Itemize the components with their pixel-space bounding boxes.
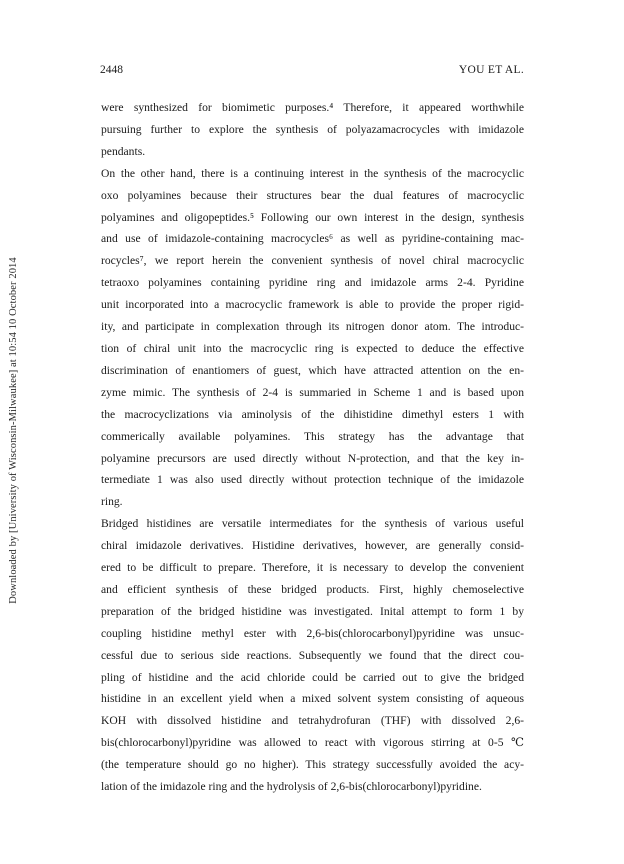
text-line: pling of histidine and the acid chloride could be carried out to give the bridged: [101, 670, 524, 684]
text-line: termediate 1 was also used directly without protection technique of the imidazole: [101, 473, 524, 487]
text-line: commerically available polyamines. This strategy has the advantage that: [101, 429, 524, 443]
text-line: pursuing further to explore the synthesis of polyazamacrocycles with imidazole: [101, 122, 524, 136]
text-line: preparation of the bridged histidine was investigated. Inital attempt to form 1 by: [101, 604, 524, 618]
text-line: On the other hand, there is a continuing interest in the synthesis of the macrocyclic: [101, 166, 524, 180]
text-line: were synthesized for biomimetic purposes.⁴ Therefore, it appeared worthwhile: [101, 101, 524, 114]
text-line: bis(chlorocarbonyl)pyridine was allowed to react with vigorous stirring at 0-5 ℃: [101, 736, 524, 750]
download-watermark-text: Downloaded by [University of Wisconsin-Milwaukee] at 10:54 10 October 2014: [7, 256, 19, 604]
text-line: tion of chiral unit into the macrocyclic ring is expected to deduce the effective: [101, 341, 524, 355]
text-line: the macrocyclizations via aminolysis of the dihistidine dimethyl esters 1 with: [101, 407, 524, 421]
text-line: rocycles⁷, we report herein the convenient synthesis of novel chiral macrocyclic: [101, 254, 524, 268]
text-line: oxo polyamines because their structures bear the dual features of macrocyclic: [101, 188, 524, 202]
download-watermark: [6, 180, 20, 680]
text-line: pendants.: [101, 144, 146, 158]
paragraph: [101, 513, 524, 798]
text-line: chiral imidazole derivatives. Histidine derivatives, however, are generally consid-: [101, 539, 524, 553]
text-line: coupling histidine methyl ester with 2,6-bis(chlorocarbonyl)pyridine was unsuc-: [101, 626, 524, 640]
text-line: polyamine precursors are used directly without N-protection, and that the key in-: [101, 451, 524, 465]
text-line: discrimination of enantiomers of guest, which have attracted attention on the en-: [101, 363, 524, 377]
text-line: cessful due to serious side reactions. Subsequently we found that the direct cou-: [101, 648, 524, 662]
text-line: histidine in an excellent yield when a mixed solvent system consisting of aqueous: [101, 692, 524, 706]
text-line: unit incorporated into a macrocyclic framework is able to provide the proper rigid-: [101, 298, 524, 312]
page-header: [100, 64, 524, 80]
text-line: zyme mimic. The synthesis of 2-4 is summaried in Scheme 1 and is based upon: [101, 385, 524, 399]
paragraph: [101, 97, 524, 163]
text-line: and use of imidazole-containing macrocycles⁶ as well as pyridine-containing mac-: [101, 232, 524, 246]
text-line: tetraoxo polyamines containing pyridine ring and imidazole arms 2-4. Pyridine: [101, 276, 524, 290]
text-line: KOH with dissolved histidine and tetrahydrofuran (THF) with dissolved 2,6-: [101, 714, 524, 728]
text-line: lation of the imidazole ring and the hydrolysis of 2,6-bis(chlorocarbonyl)pyridine.: [101, 780, 482, 794]
text-line: and efficient synthesis of these bridged products. First, highly chemoselective: [101, 582, 524, 596]
text-line: Bridged histidines are versatile intermediates for the synthesis of various useful: [101, 517, 524, 531]
paragraph: [101, 163, 524, 514]
text-line: ring.: [101, 495, 123, 509]
text-line: ity, and participate in complexation through its nitrogen donor atom. The introduc-: [101, 320, 524, 334]
body-text: [101, 97, 524, 798]
page-number: 2448: [100, 64, 123, 76]
text-line: (the temperature should go no higher). This strategy successfully avoided the acy-: [101, 758, 524, 772]
text-line: ered to be difficult to prepare. Therefore, it is necessary to develop the convenient: [101, 561, 524, 575]
text-line: polyamines and oligopeptides.⁵ Following our own interest in the design, synthesis: [101, 210, 524, 224]
running-head: YOU ET AL.: [458, 64, 524, 76]
